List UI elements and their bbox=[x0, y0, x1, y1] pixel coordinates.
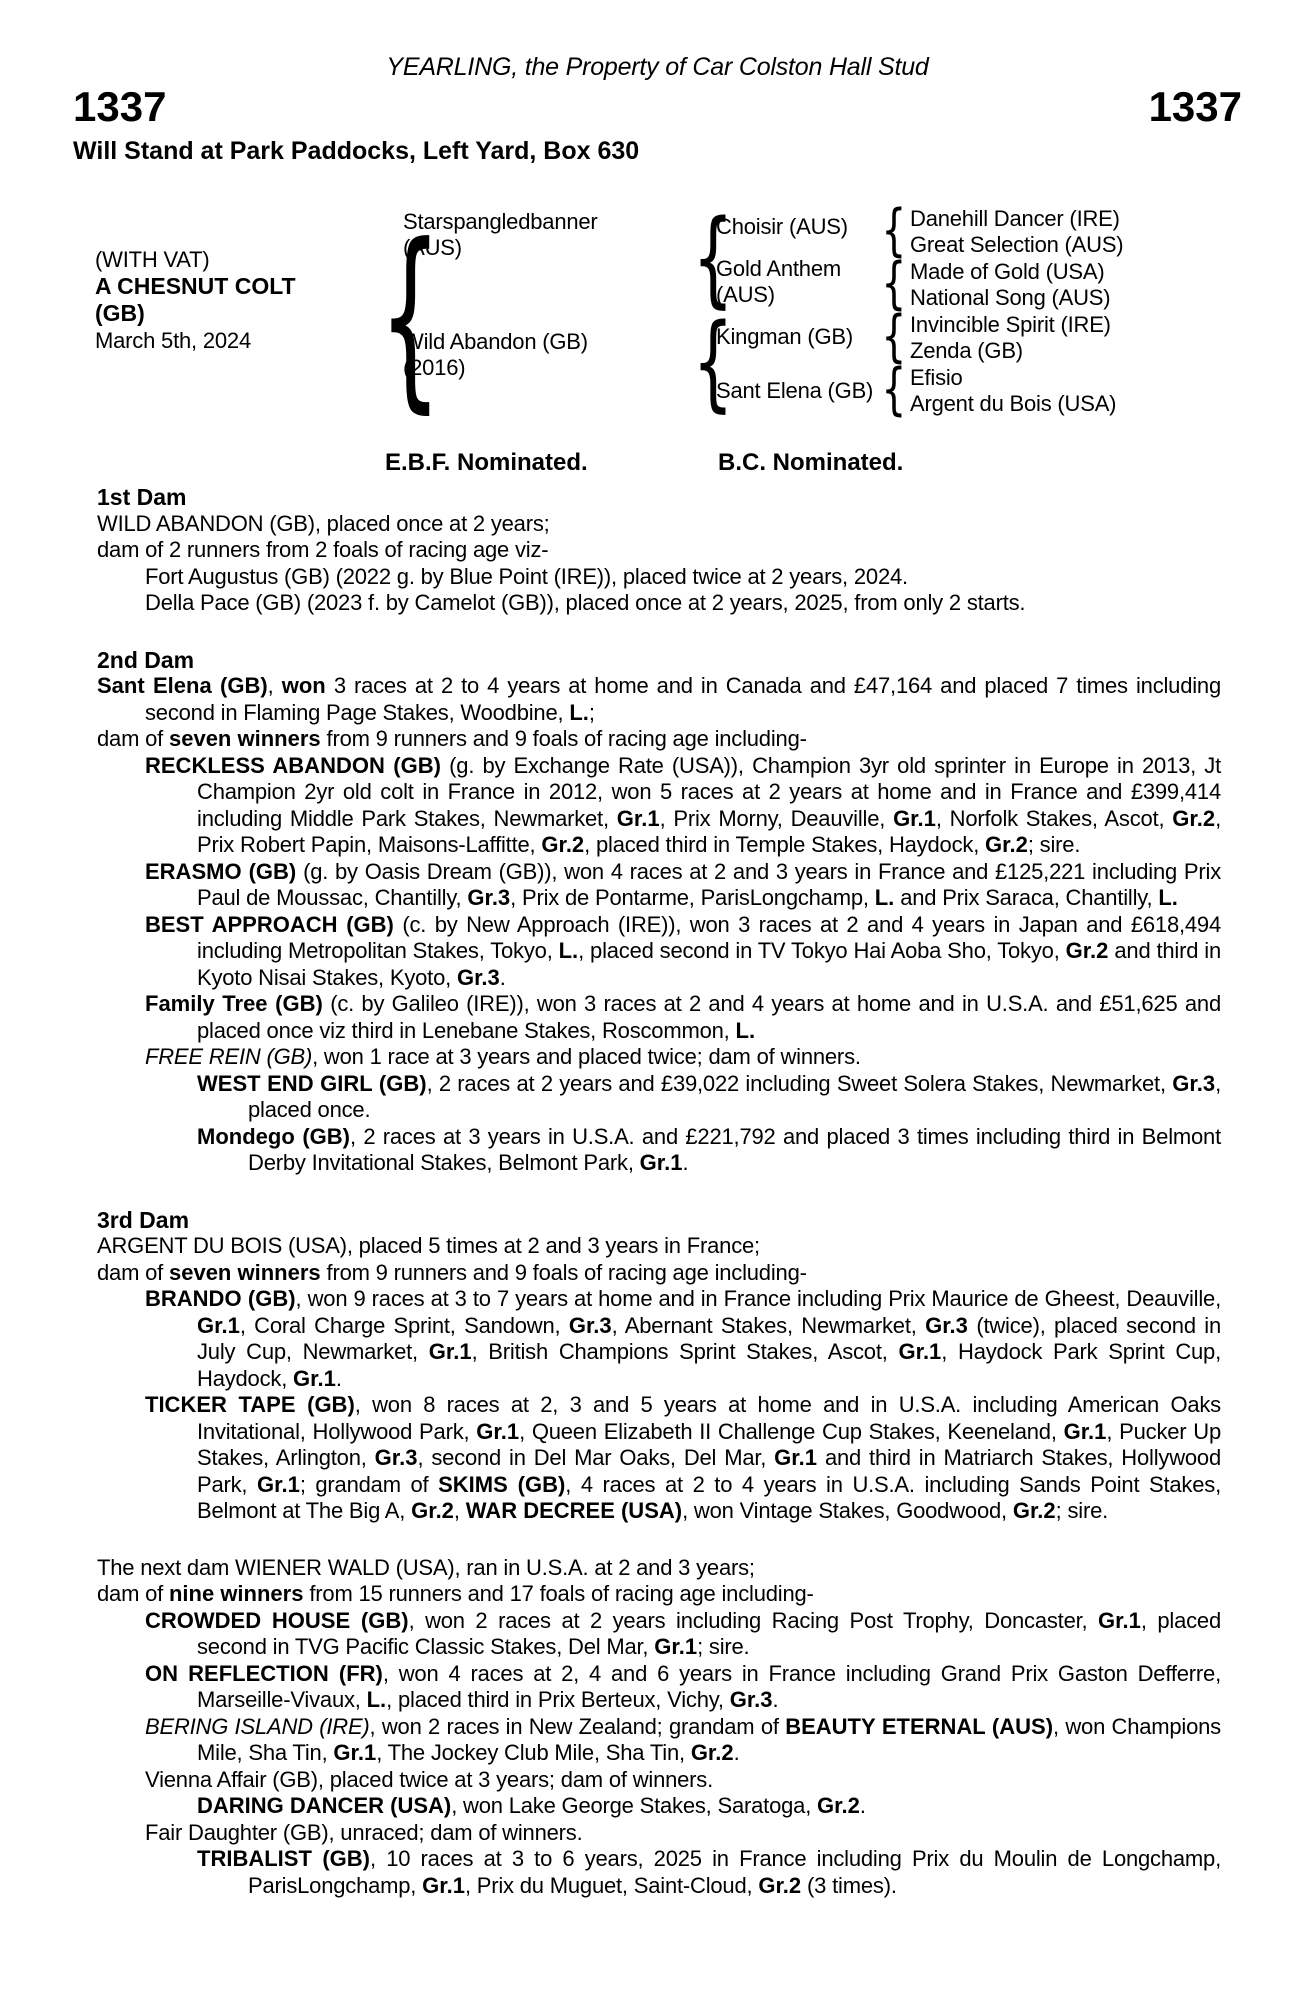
body-text: , Haydock Park Sprint Cup, Haydock, bbox=[197, 1339, 1221, 1391]
body-text: , British Champions Sprint Stakes, Ascot, bbox=[471, 1339, 899, 1364]
catalogue-paragraph bbox=[97, 859, 1221, 912]
bold-text: WAR DECREE (USA) bbox=[465, 1498, 683, 1523]
body-text: from 9 runners and 9 foals of racing age including- bbox=[320, 1259, 807, 1285]
body-text: , won 4 races at 2, 4 and 6 years in France including Grand Prix Gaston Defferre, Marseille-Vivaux, bbox=[197, 1660, 1221, 1712]
body-text: dam of 2 runners from 2 foals of racing age viz- bbox=[97, 537, 549, 562]
body-text: , won Vintage Stakes, Goodwood, bbox=[682, 1498, 1013, 1523]
bold-text: TRIBALIST (GB) bbox=[197, 1846, 371, 1871]
catalogue-paragraph bbox=[97, 1661, 1221, 1714]
bold-text: Gr.1 bbox=[428, 1339, 472, 1364]
catalogue-paragraph bbox=[97, 991, 1221, 1044]
bold-text: Gr.1 bbox=[476, 1418, 520, 1444]
animal-info bbox=[95, 246, 345, 354]
bold-text: Gr.2 bbox=[985, 832, 1028, 857]
bold-text: seven winners bbox=[168, 726, 321, 751]
pedigree-entry: Made of Gold (USA) bbox=[910, 259, 1105, 284]
nominations-row bbox=[0, 448, 1315, 478]
body-text: , won 2 races in New Zealand; grandam of bbox=[369, 1713, 786, 1739]
dam-sections bbox=[97, 484, 1221, 1899]
body-text: , won Lake George Stakes, Saratoga, bbox=[451, 1793, 818, 1818]
body-text: 3 races at 2 to 4 years at home and in Canada and £47,164 and placed 7 times including second in Flaming Page Stakes, Woodbine, bbox=[145, 673, 1222, 725]
pedigree-brace bbox=[876, 311, 911, 363]
bold-text: BEAUTY ETERNAL (AUS) bbox=[785, 1713, 1054, 1739]
bold-text: ON REFLECTION (FR) bbox=[145, 1660, 383, 1686]
body-text: , The Jockey Club Mile, Sha Tin, bbox=[376, 1740, 691, 1765]
bold-text: TICKER TAPE (GB) bbox=[145, 1392, 355, 1417]
bold-text: RECKLESS ABANDON (GB) bbox=[145, 752, 441, 778]
body-text: , Queen Elizabeth II Challenge Cup Stakes, Keeneland, bbox=[519, 1418, 1064, 1444]
body-text: , Pucker Up Stakes, Arlington, bbox=[197, 1418, 1221, 1470]
animal-description: A CHESNUT COLT (GB) bbox=[95, 273, 296, 326]
bold-text: Gr.1 bbox=[197, 1312, 240, 1338]
pedigree-dam-dam: Sant Elena (GB) bbox=[716, 378, 874, 403]
body-text: , bbox=[267, 673, 282, 698]
dam-section bbox=[97, 484, 1221, 617]
body-text: and Prix Saraca, Chantilly, bbox=[894, 885, 1159, 910]
pedigree-gen3-group bbox=[910, 365, 1250, 416]
bold-text: L. bbox=[569, 699, 589, 725]
catalogue-paragraph bbox=[97, 912, 1221, 992]
dam-section bbox=[97, 1555, 1221, 1900]
italic-text: FREE REIN (GB) bbox=[145, 1044, 313, 1069]
catalogue-paragraph bbox=[97, 1714, 1221, 1767]
vat-note: (WITH VAT) bbox=[95, 247, 210, 272]
catalogue-paragraph bbox=[97, 1608, 1221, 1661]
bold-text: Mondego (GB) bbox=[197, 1123, 351, 1149]
catalogue-paragraph bbox=[97, 1392, 1221, 1525]
lot-number-right: 1337 bbox=[1148, 83, 1242, 130]
bold-text: L. bbox=[874, 885, 895, 910]
body-text: WILD ABANDON (GB), placed once at 2 years; bbox=[97, 510, 550, 536]
body-text: . bbox=[859, 1793, 866, 1818]
catalogue-paragraph bbox=[97, 1767, 1221, 1794]
body-text: , placed second in TVG Pacific Classic Stakes, Del Mar, bbox=[197, 1607, 1221, 1659]
body-text: (g. by Exchange Rate (USA)), Champion 3yr old sprinter in Europe in 2013, Jt Champion 2yr old colt in France in 2012, won 5 races at 2 years at home and in France and £399,414 including Middle Park Stakes, Newmarket, bbox=[197, 752, 1222, 831]
body-text: and third in Matriarch Stakes, Hollywood Park, bbox=[197, 1445, 1221, 1497]
pedigree-entry: Great Selection (AUS) bbox=[910, 231, 1124, 257]
bold-text: Gr.3 bbox=[925, 1312, 968, 1338]
italic-text: BERING ISLAND (IRE) bbox=[145, 1713, 370, 1739]
body-text: ; sire. bbox=[697, 1634, 750, 1659]
pedigree-entry: Zenda (GB) bbox=[910, 337, 1023, 363]
dam-section bbox=[97, 647, 1221, 1177]
bold-text: seven winners bbox=[168, 1259, 321, 1285]
pedigree-gen3-group bbox=[910, 312, 1250, 363]
body-text: (c. by New Approach (IRE)), won 3 races at 2 and 4 years in Japan and £618,494 including Metropolitan Stakes, Tokyo, bbox=[197, 911, 1221, 963]
bold-text: Gr.1 bbox=[774, 1445, 817, 1470]
body-text: ; sire. bbox=[1027, 832, 1081, 857]
bold-text: L. bbox=[366, 1687, 387, 1712]
bold-text: Gr.2 bbox=[817, 1793, 860, 1818]
body-text: and third in Kyoto Nisai Stakes, Kyoto, bbox=[197, 938, 1221, 990]
catalogue-paragraph bbox=[97, 1846, 1221, 1899]
dam-section-heading: 2nd Dam bbox=[97, 646, 195, 673]
pedigree-gen3-group bbox=[910, 206, 1250, 257]
bold-text: BEST APPROACH (GB) bbox=[145, 911, 394, 937]
body-text: . bbox=[772, 1687, 779, 1712]
bold-text: Gr.1 bbox=[654, 1634, 698, 1659]
bold-text: SKIMS (GB) bbox=[438, 1471, 566, 1497]
bold-text: Gr.2 bbox=[411, 1498, 454, 1523]
catalogue-paragraph bbox=[97, 1555, 1221, 1582]
bold-text: Gr.2 bbox=[541, 832, 585, 857]
body-text: , bbox=[453, 1498, 466, 1523]
bold-text: Gr.2 bbox=[690, 1740, 734, 1765]
catalogue-paragraph bbox=[97, 537, 1221, 564]
body-text: , placed third in Temple Stakes, Haydock, bbox=[584, 832, 986, 857]
pedigree-brace bbox=[876, 364, 911, 416]
pedigree-brace bbox=[876, 205, 911, 257]
pedigree-sire-dam: Gold Anthem (AUS) bbox=[716, 256, 841, 307]
bold-text: Gr.3 bbox=[1172, 1070, 1216, 1096]
body-text: (3 times). bbox=[801, 1872, 897, 1898]
body-text: ; grandam of bbox=[299, 1471, 439, 1497]
pedigree-dam: Wild Abandon (GB) (2016) bbox=[403, 329, 588, 380]
body-text: The next dam WIENER WALD (USA), ran in U.S.A. at 2 and 3 years; bbox=[97, 1554, 755, 1580]
pedigree-entry: National Song (AUS) bbox=[910, 284, 1111, 310]
catalogue-paragraph bbox=[97, 673, 1221, 726]
body-text: , Prix Robert Papin, Maisons-Laffitte, bbox=[197, 805, 1221, 857]
bold-text: Gr.3 bbox=[729, 1687, 773, 1712]
body-text: ; bbox=[588, 699, 595, 725]
property-line: YEARLING, the Property of Car Colston Hall Stud bbox=[386, 53, 929, 81]
body-text: , Coral Charge Sprint, Sandown, bbox=[239, 1312, 569, 1338]
bold-text: Gr.3 bbox=[374, 1445, 418, 1470]
stand-location-line: Will Stand at Park Paddocks, Left Yard, Box 630 bbox=[73, 137, 640, 165]
bold-text: DARING DANCER (USA) bbox=[197, 1793, 452, 1818]
catalogue-paragraph bbox=[97, 726, 1221, 753]
catalogue-paragraph bbox=[97, 1044, 1221, 1071]
body-text: from 9 runners and 9 foals of racing age including- bbox=[320, 726, 807, 751]
catalogue-paragraph bbox=[97, 564, 1221, 591]
bold-text: L. bbox=[735, 1017, 756, 1043]
dam-section-heading: 1st Dam bbox=[97, 484, 187, 510]
bold-text: Gr.3 bbox=[456, 964, 500, 990]
body-text: (c. by Galileo (IRE)), won 3 races at 2 and 4 years at home and in U.S.A. and £51,625 and placed once viz third in Lenebane Stakes, Roscommon, bbox=[197, 991, 1221, 1043]
body-text: , won Champions Mile, Sha Tin, bbox=[197, 1713, 1221, 1765]
lot-number-left: 1337 bbox=[73, 83, 167, 130]
foaling-date: March 5th, 2024 bbox=[95, 328, 251, 353]
bold-text: Gr.1 bbox=[293, 1365, 336, 1391]
body-text: , Prix Morny, Deauville, bbox=[659, 805, 894, 831]
body-text: , Prix du Muguet, Saint-Cloud, bbox=[464, 1872, 759, 1898]
lot-row bbox=[0, 82, 1315, 134]
bold-text: Gr.1 bbox=[639, 1150, 683, 1175]
body-text: Fair Daughter (GB), unraced; dam of winners. bbox=[145, 1819, 583, 1845]
bold-text: Gr.3 bbox=[467, 885, 511, 910]
body-text: dam of bbox=[97, 726, 169, 751]
bold-text: Gr.1 bbox=[1063, 1418, 1107, 1444]
body-text: , Abernant Stakes, Newmarket, bbox=[611, 1312, 926, 1338]
bold-text: nine winners bbox=[168, 1581, 304, 1606]
catalogue-paragraph bbox=[97, 753, 1221, 859]
catalogue-paragraph bbox=[97, 590, 1221, 617]
bold-text: Gr.2 bbox=[1065, 938, 1109, 963]
pedigree-entry: Efisio bbox=[910, 365, 963, 390]
bold-text: Gr.1 bbox=[898, 1339, 942, 1364]
body-text: , Norfolk Stakes, Ascot, bbox=[935, 805, 1173, 831]
bold-text: Gr.2 bbox=[758, 1872, 802, 1898]
body-text: . bbox=[335, 1365, 342, 1391]
body-text: dam of bbox=[97, 1581, 169, 1606]
dam-section bbox=[97, 1207, 1221, 1525]
ebf-nomination: E.B.F. Nominated. bbox=[385, 449, 588, 476]
catalogue-paragraph bbox=[97, 1793, 1221, 1820]
pedigree-dam-sire: Kingman (GB) bbox=[716, 324, 853, 349]
bold-text: Family Tree (GB) bbox=[145, 991, 323, 1016]
pedigree-sire-sire: Choisir (AUS) bbox=[716, 214, 848, 239]
bold-text: Gr.1 bbox=[1098, 1607, 1141, 1633]
bold-text: L. bbox=[558, 938, 579, 963]
pedigree-brace bbox=[876, 258, 911, 310]
body-text: , placed third in Prix Berteux, Vichy, bbox=[386, 1687, 730, 1712]
body-text: Della Pace (GB) (2023 f. by Camelot (GB)), placed once at 2 years, 2025, from only 2 starts. bbox=[145, 590, 1026, 615]
pedigree-entry: Danehill Dancer (IRE) bbox=[910, 206, 1120, 231]
body-text: . bbox=[499, 964, 506, 990]
body-text: , won 9 races at 3 to 7 years at home and in France including Prix Maurice de Gheest, Deauville, bbox=[295, 1286, 1221, 1311]
body-text: , Prix de Pontarme, ParisLongchamp, bbox=[510, 885, 875, 910]
dam-section-heading: 3rd Dam bbox=[97, 1206, 190, 1233]
pedigree-gen3-group bbox=[910, 259, 1250, 310]
body-text: ARGENT DU BOIS (USA), placed 5 times at 2 and 3 years in France; bbox=[97, 1233, 760, 1258]
body-text: , 2 races at 3 years in U.S.A. and £221,792 and placed 3 times including third in Belmont Derby Invitational Stakes, Belmont Park, bbox=[248, 1123, 1221, 1175]
body-text: (twice), placed second in July Cup, Newmarket, bbox=[197, 1312, 1222, 1364]
body-text: ; sire. bbox=[1055, 1498, 1109, 1523]
body-text: , second in Del Mar Oaks, Del Mar, bbox=[417, 1445, 775, 1470]
catalogue-paragraph bbox=[97, 511, 1221, 538]
bold-text: L. bbox=[1158, 885, 1178, 910]
bc-nomination: B.C. Nominated. bbox=[718, 449, 904, 476]
bold-text: BRANDO (GB) bbox=[145, 1286, 296, 1311]
bold-text: Gr.1 bbox=[893, 805, 936, 831]
pedigree-entry: Argent du Bois (USA) bbox=[910, 390, 1117, 416]
bold-text: Gr.2 bbox=[1172, 805, 1216, 831]
bold-text: Gr.1 bbox=[616, 805, 660, 831]
catalogue-paragraph bbox=[97, 1260, 1221, 1287]
body-text: Vienna Affair (GB), placed twice at 3 years; dam of winners. bbox=[145, 1766, 714, 1792]
bold-text: Gr.1 bbox=[422, 1872, 465, 1898]
catalogue-paragraph bbox=[97, 1071, 1221, 1124]
catalogue-paragraph bbox=[97, 1581, 1221, 1608]
catalogue-paragraph bbox=[97, 1233, 1221, 1260]
bold-text: ERASMO (GB) bbox=[145, 858, 297, 884]
body-text: dam of bbox=[97, 1259, 169, 1285]
bold-text: Gr.1 bbox=[257, 1471, 300, 1497]
catalogue-paragraph bbox=[97, 1286, 1221, 1392]
bold-text: CROWDED HOUSE (GB) bbox=[145, 1607, 409, 1633]
bold-text: Gr.2 bbox=[1012, 1498, 1056, 1523]
body-text: . bbox=[733, 1740, 740, 1765]
body-text: , 4 races at 2 to 4 years in U.S.A. including Sands Point Stakes, Belmont at The Big A, bbox=[197, 1471, 1221, 1523]
catalogue-paragraph bbox=[97, 1124, 1221, 1177]
body-text: , placed once. bbox=[248, 1070, 1221, 1122]
body-text: , 2 races at 2 years and £39,022 including Sweet Solera Stakes, Newmarket, bbox=[426, 1070, 1173, 1096]
pedigree-sire: Starspangledbanner (AUS) bbox=[403, 209, 598, 260]
body-text: Fort Augustus (GB) (2022 g. by Blue Point (IRE)), placed twice at 2 years, 2024. bbox=[145, 563, 908, 589]
bold-text: Gr.3 bbox=[568, 1312, 612, 1338]
pedigree-panel bbox=[0, 166, 1315, 418]
body-text: , won 2 races at 2 years including Racing Post Trophy, Doncaster, bbox=[408, 1607, 1099, 1633]
body-text: , placed second in TV Tokyo Hai Aoba Sho, Tokyo, bbox=[578, 938, 1066, 963]
body-text: , won 1 race at 3 years and placed twice; dam of winners. bbox=[312, 1044, 861, 1069]
bold-text: Sant Elena (GB) bbox=[97, 673, 268, 698]
body-text: , 10 races at 3 to 6 years, 2025 in France including Prix du Moulin de Longchamp, ParisLongchamp, bbox=[248, 1846, 1221, 1898]
bold-text: WEST END GIRL (GB) bbox=[197, 1070, 427, 1096]
body-text: . bbox=[682, 1150, 689, 1175]
body-text: from 15 runners and 17 foals of racing age including- bbox=[303, 1581, 814, 1606]
bold-text: Gr.1 bbox=[333, 1740, 377, 1765]
body-text: , won 8 races at 2, 3 and 5 years at home and in U.S.A. including American Oaks Invitational, Hollywood Park, bbox=[197, 1392, 1221, 1444]
catalogue-paragraph bbox=[97, 1820, 1221, 1847]
pedigree-entry: Invincible Spirit (IRE) bbox=[910, 312, 1111, 337]
bold-text: won bbox=[281, 673, 326, 698]
body-text: (g. by Oasis Dream (GB)), won 4 races at 2 and 3 years in France and £125,221 including Prix Paul de Moussac, Chantilly, bbox=[197, 858, 1221, 910]
